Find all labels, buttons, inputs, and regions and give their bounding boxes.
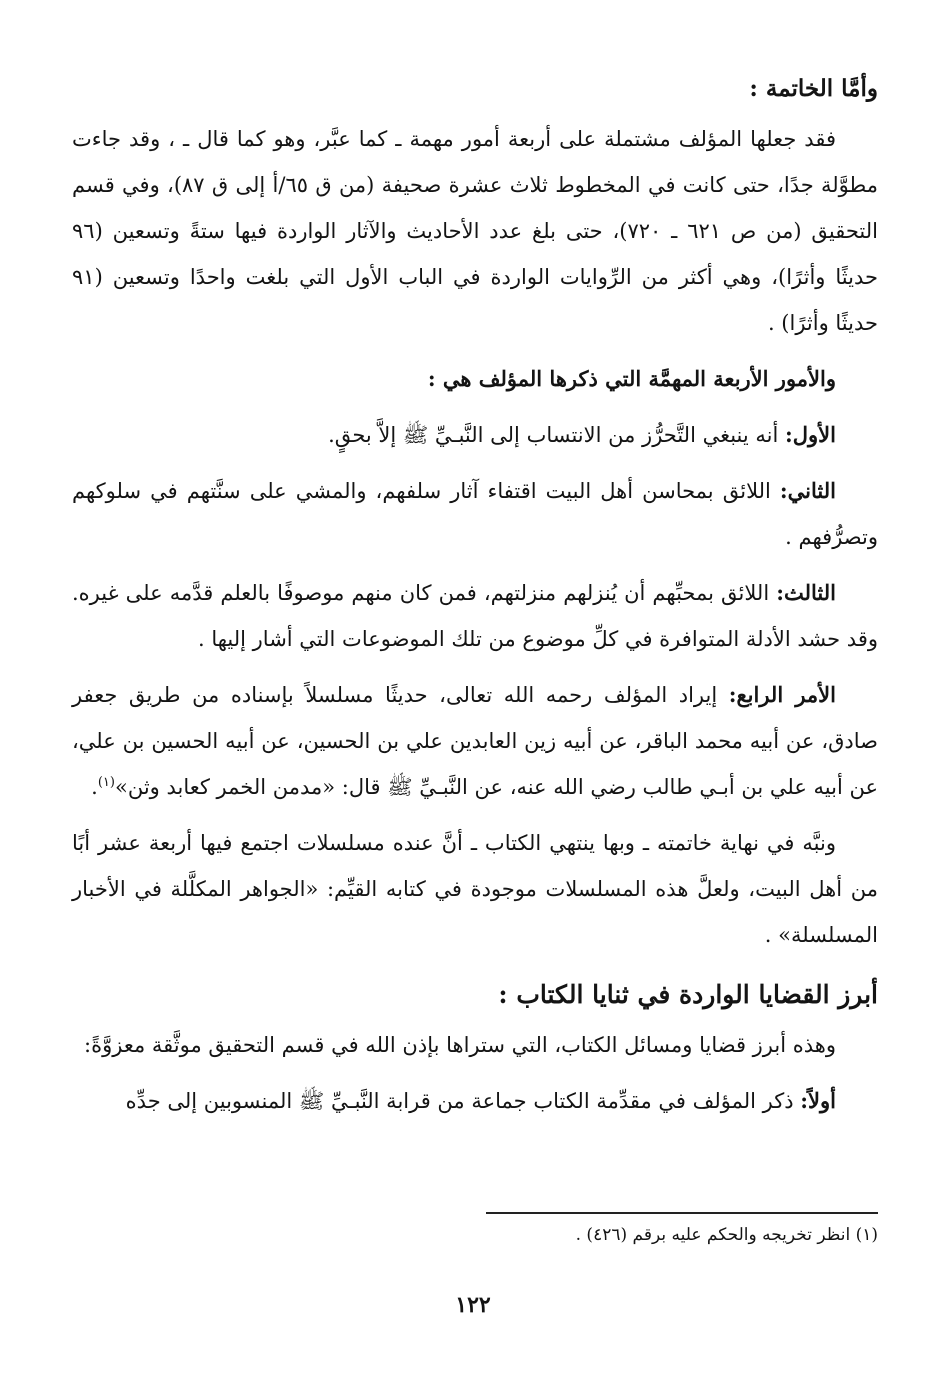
footnote: (١) انظر تخريجه والحكم عليه برقم (٤٢٦) . [575, 1225, 878, 1245]
footnote-divider [486, 1212, 878, 1214]
third-matter [72, 570, 878, 662]
second-matter-text: اللائق بمحاسن أهل البيت اقتفاء آثار سلفهم، والمشي على سنَّتهم في سلوكهم وتصرُّفهم . [72, 479, 878, 549]
four-matters-intro: والأمور الأربعة المهمَّة التي ذكرها المؤلف هي : [427, 366, 836, 391]
second-matter [72, 468, 878, 560]
issues-heading: أبرز القضايا الواردة في ثنايا الكتاب : [498, 980, 878, 1009]
first-matter-text: أنه ينبغي التَّحرُّز من الانتساب إلى النَّبـيِّ ﷺ إلاَّ بحقٍ. [328, 423, 779, 447]
fourth-matter [72, 672, 878, 810]
page-number: ١٢٢ [455, 1292, 491, 1318]
first-matter-label: الأول: [785, 422, 836, 447]
conclusion-paragraph: فقد جعلها المؤلف مشتملة على أربعة أمور مهمة ـ كما عبَّر، وهو كما قال ـ ، وقد جاءت مطوَّلة جدًا، حتى كانت في المخطوط ثلاث عشرة صحيفة (من ق ٦٥/أ إلى ق ٨٧)، وفي قسم التحقيق (من ص ٦٢١ ـ ٧٢٠)، حتى بلغ عدد الأحاديث والآثار الواردة فيها ستةً وتسعين (٩٦ حديثًا وأثرًا)، وهي أكثر من الرِّوايات الواردة في الباب الأول التي بلغت واحدًا وتسعين (٩١ حديثًا وأثرًا) . [72, 127, 878, 335]
fourth-matter-end: . [91, 775, 98, 799]
page-body [72, 66, 878, 1134]
first-matter [72, 412, 878, 458]
conclusion-heading: وأمَّا الخاتمة : [749, 75, 878, 102]
firstly-paragraph [72, 1078, 878, 1124]
second-matter-label: الثاني: [779, 478, 836, 503]
fourth-matter-label: الأمر الرابع: [728, 682, 836, 707]
third-matter-label: الثالث: [776, 580, 836, 605]
issues-paragraph: وهذه أبرز قضايا ومسائل الكتاب، التي ستراها بإذن الله في قسم التحقيق موثَّقة معزوَّةً: [84, 1033, 836, 1057]
footnote-reference: (١) [97, 775, 115, 790]
firstly-text: ذكر المؤلف في مقدِّمة الكتاب جماعة من قرابة النَّبـيِّ ﷺ المنسوبين إلى جدِّه [125, 1089, 794, 1113]
third-matter-text: اللائق بمحبِّهم أن يُنزلهم منزلتهم، فمن كان منهم موصوفًا بالعلم قدَّمه على غيره. وقد حشد الأدلة المتوافرة في كلِّ موضوع من تلك الموضوعات التي أشار إليها . [72, 581, 878, 651]
chains-paragraph: ونبَّه في نهاية خاتمته ـ وبها ينتهي الكتاب ـ أنَّ عنده مسلسلات اجتمع فيها أربعة عشر أبًا من أهل البيت، ولعلَّ هذه المسلسلات موجودة في كتابه القيِّم: «الجواهر المكلَّلة في الأخبار المسلسلة» . [72, 831, 878, 947]
fourth-matter-text: إيراد المؤلف رحمه الله تعالى، حديثًا مسلسلاً بإسناده من طريق جعفر صادق، عن أبيه محمد الباقر، عن أبيه زين العابدين علي بن الحسين، عن أبيه الحسين بن علي، عن أبيه علي بن أبـي طالب رضي الله عنه، عن النَّبـيِّ ﷺ قال: «مدمن الخمر كعابد وثن» [72, 683, 878, 799]
firstly-label: أولاً: [800, 1088, 836, 1113]
